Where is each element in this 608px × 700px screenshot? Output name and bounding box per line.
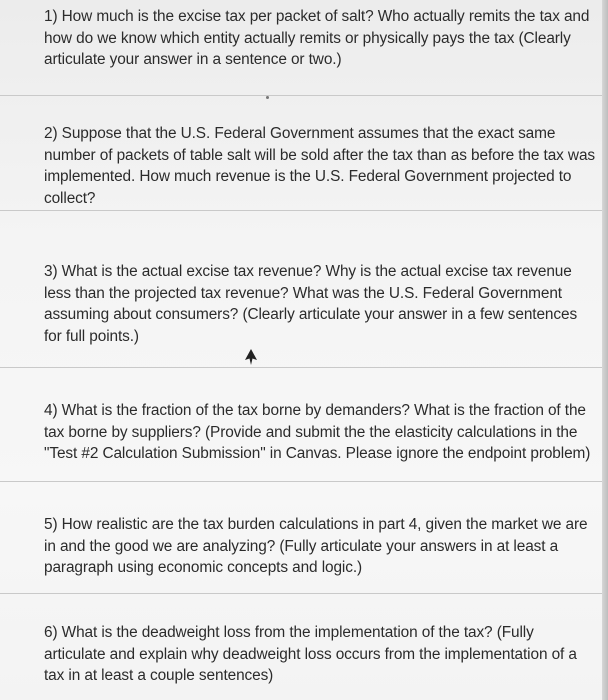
question-4 [0, 369, 604, 482]
question-1 [0, 0, 604, 96]
question-3 [0, 212, 604, 368]
mouse-pointer-icon [244, 349, 258, 365]
question-4-text: 4) What is the fraction of the tax borne by demanders? What is the fraction of the tax borne by suppliers? (Provide and submit the the elasticity calculations in the "Test #2 Calculation Submission" in Canvas. Please ignore the endpoint problem) [44, 402, 591, 462]
question-3-text: 3) What is the actual excise tax revenue? Why is the actual excise tax revenue less than the projected tax revenue? What was the U.S. Federal Government assuming about consumers? (Clearly articulate your answer in a few sentences for full points.) [44, 263, 578, 345]
question-5 [0, 483, 604, 594]
question-2 [0, 97, 604, 211]
question-6-text: 6) What is the deadweight loss from the implementation of the tax? (Fully articulate and explain why deadweight loss occurs from the implementation of a tax in at least a couple sentences) [44, 624, 577, 684]
question-1-text: 1) How much is the excise tax per packet of salt? Who actually remits the tax and how do we know which entity actually remits or physically pays the tax (Clearly articulate your answer in a sentence or two.) [44, 8, 590, 68]
question-5-text: 5) How realistic are the tax burden calculations in part 4, given the market we are in and the good we are analyzing? (Fully articulate your answers in at least a paragraph using economic concepts and logic.) [44, 516, 588, 576]
page-edge [602, 0, 608, 700]
question-2-text: 2) Suppose that the U.S. Federal Government assumes that the exact same number of packets of table salt will be sold after the tax than as before the tax was implemented. How much revenue is the U.S. Federal Government projected to collect? [44, 125, 596, 207]
question-6 [0, 595, 604, 700]
